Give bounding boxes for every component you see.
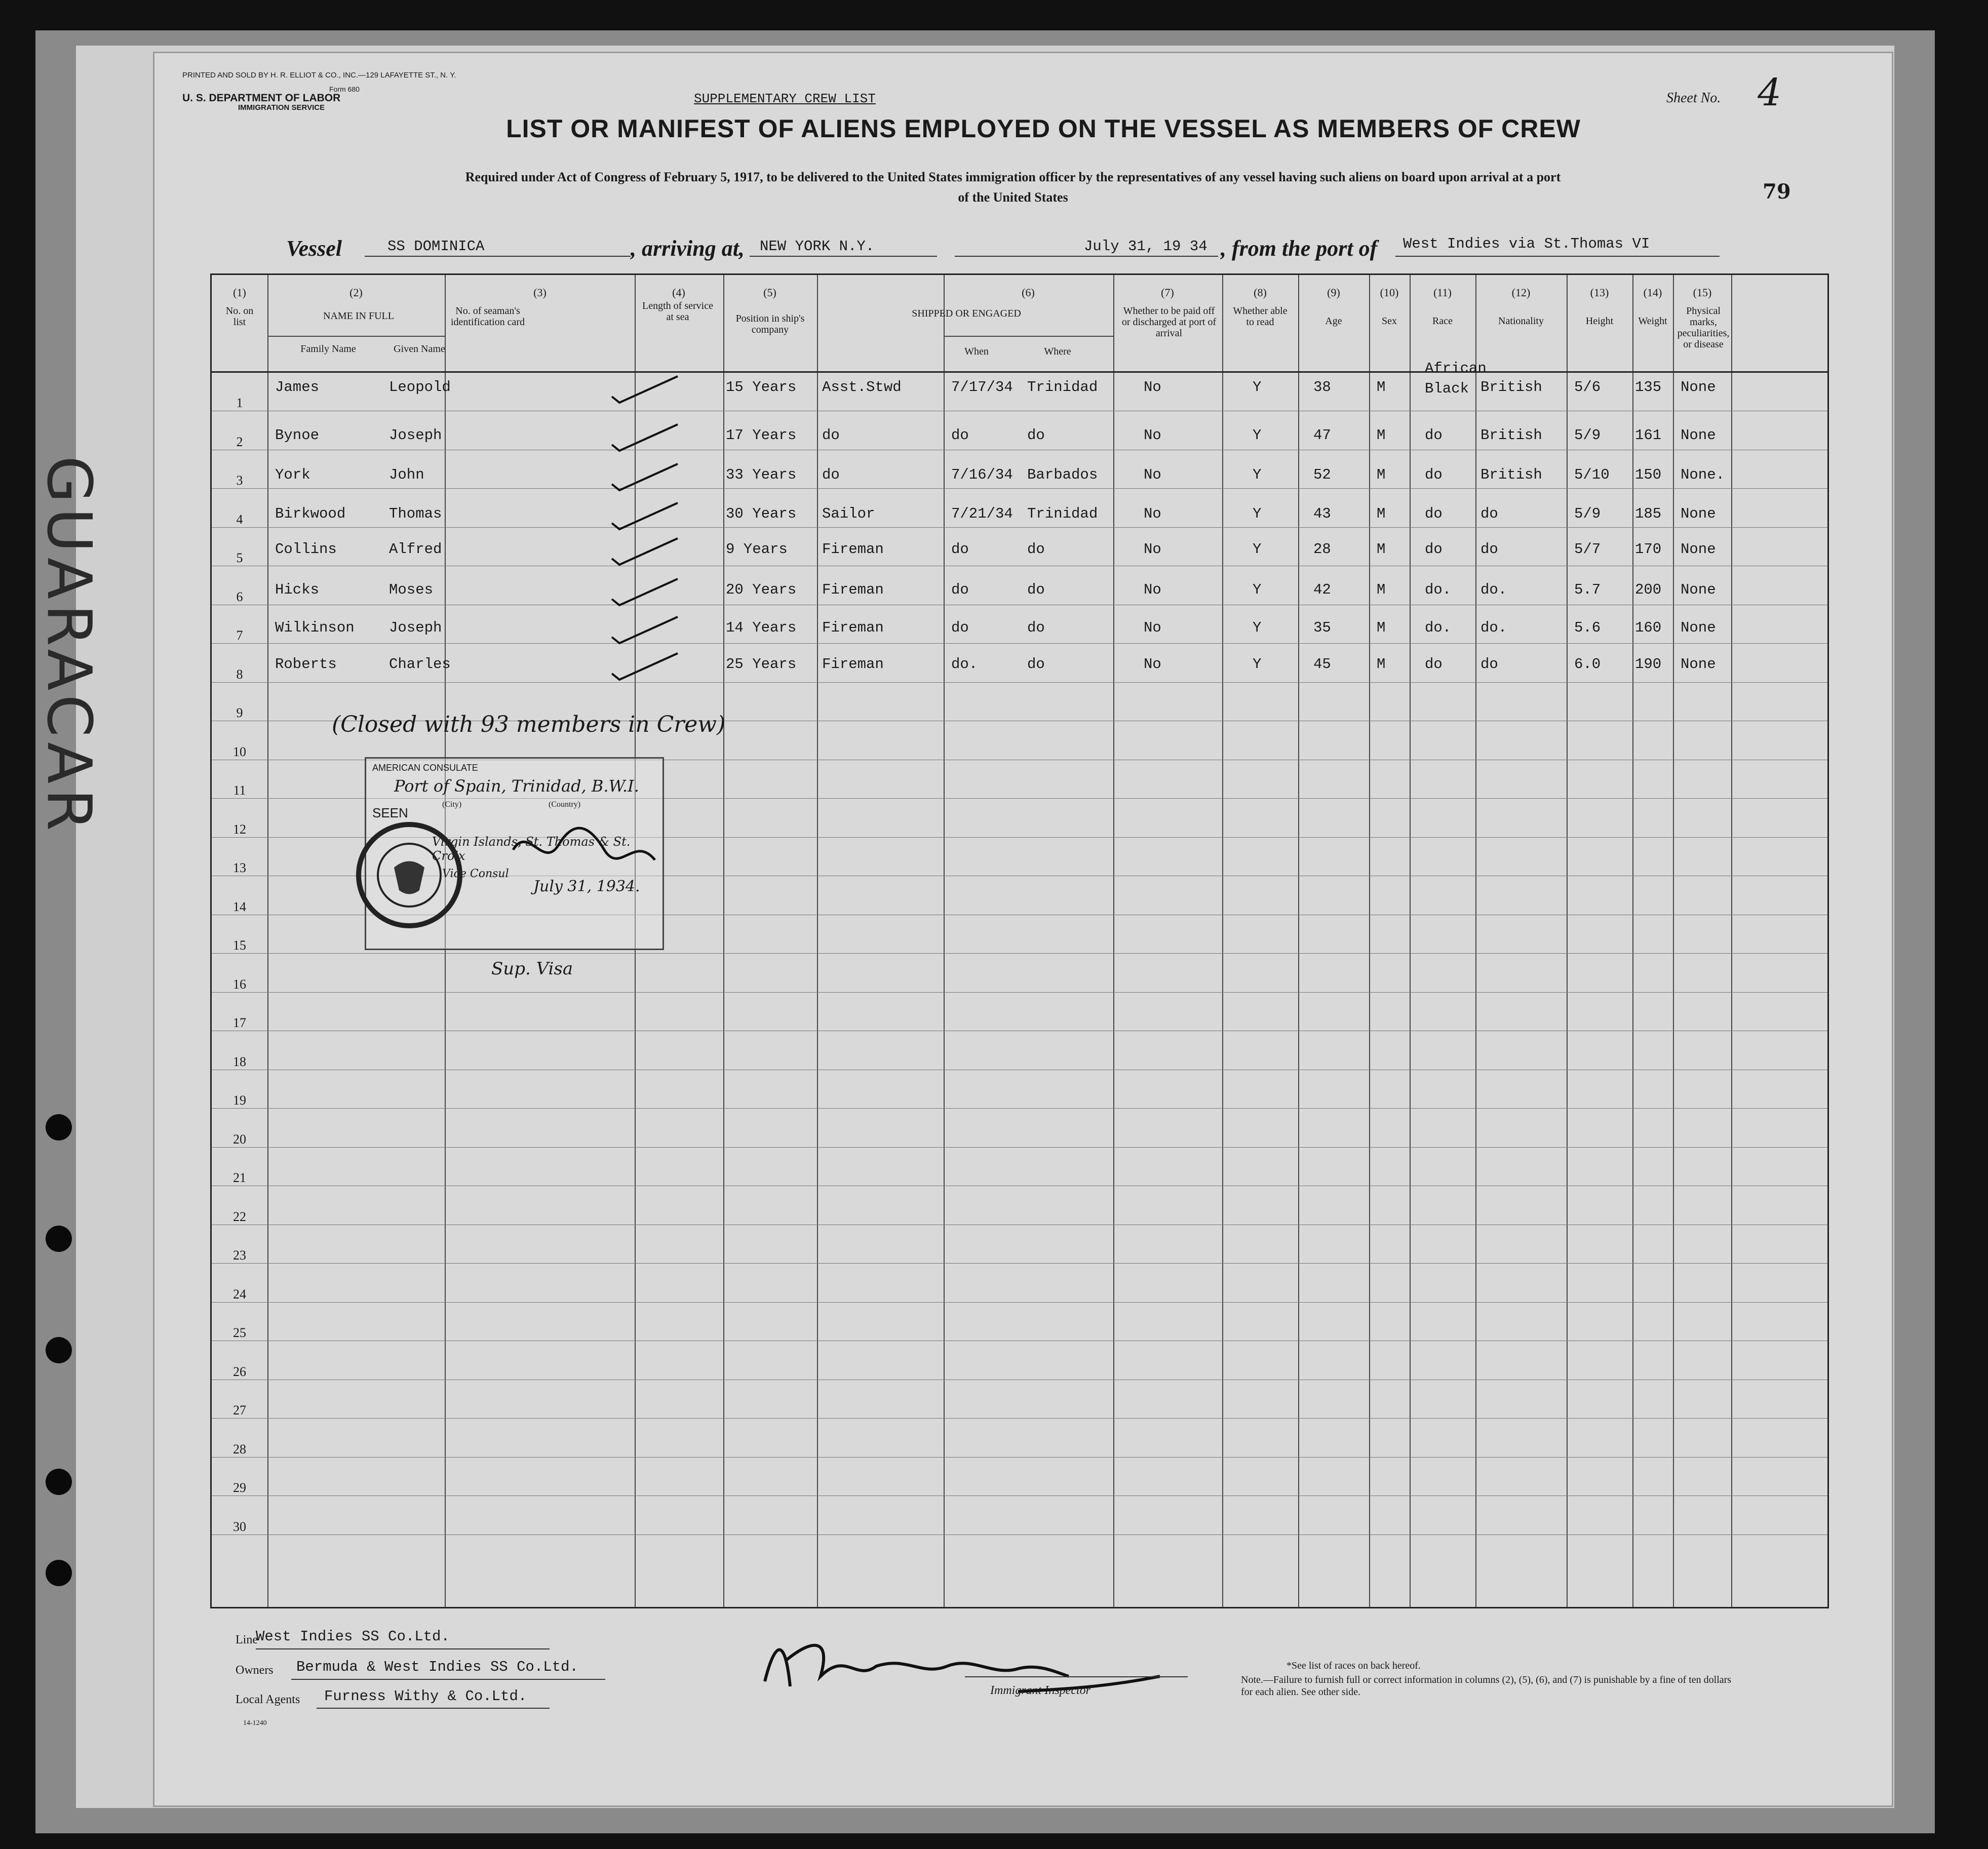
crew-where: do xyxy=(1027,581,1045,598)
crew-height: 5.6 xyxy=(1574,619,1601,636)
crew-height: 5/7 xyxy=(1574,541,1601,558)
column-header: Length of service at sea xyxy=(642,300,713,323)
crew-where: do xyxy=(1027,541,1045,558)
checkmark-icon xyxy=(607,533,683,569)
sup-visa-note: Sup. Visa xyxy=(491,959,573,979)
crew-read: Y xyxy=(1253,505,1262,522)
row-rule xyxy=(212,1457,1827,1458)
crew-family: James xyxy=(275,379,320,396)
row-rule xyxy=(212,1263,1827,1264)
crew-sex: M xyxy=(1377,541,1386,558)
crew-position: Sailor xyxy=(822,505,875,522)
checkmark-icon xyxy=(607,574,683,609)
required-line-1: Required under Act of Congress of February 5, 1917, to be delivered to the United States immigration officer by the representatives of any vessel having such aliens on board upon arrival at a port xyxy=(465,170,1561,184)
crew-nationality: do. xyxy=(1480,581,1507,598)
row-rule xyxy=(212,1108,1827,1109)
column-rule xyxy=(1113,275,1114,1607)
column-rule xyxy=(1731,275,1732,1607)
crew-where: Barbados xyxy=(1027,466,1098,483)
vessel-label: Vessel xyxy=(286,236,342,261)
crew-marks: None xyxy=(1681,656,1716,673)
line-label: Line xyxy=(236,1633,258,1646)
crew-given: Thomas xyxy=(389,505,442,522)
crew-paid_off: No xyxy=(1144,619,1161,636)
checkmark-icon xyxy=(607,419,683,455)
from-line xyxy=(1395,256,1720,257)
column-rule xyxy=(944,275,945,1607)
row-number: 7 xyxy=(236,628,243,643)
crew-read: Y xyxy=(1253,427,1262,444)
column-header: When xyxy=(964,346,989,357)
crew-marks: None xyxy=(1681,379,1716,396)
row-number: 20 xyxy=(233,1131,246,1147)
crew-when: do xyxy=(951,619,969,636)
row-number: 9 xyxy=(236,705,243,720)
crew-service: 30 Years xyxy=(726,505,797,522)
checkmark-icon xyxy=(607,612,683,647)
column-header: Family Name xyxy=(300,343,356,355)
corner-number: 79 xyxy=(1763,180,1791,204)
agents-underline xyxy=(317,1708,550,1709)
row-number: 6 xyxy=(236,589,243,604)
column-header: Nationality xyxy=(1498,316,1544,327)
crew-when: 7/21/34 xyxy=(951,505,1013,522)
crew-sex: M xyxy=(1377,505,1386,522)
checkmark-icon xyxy=(607,459,683,494)
stamp-role: Vice Consul xyxy=(442,868,509,880)
column-rule xyxy=(1673,275,1674,1607)
crew-height: 5/6 xyxy=(1574,379,1601,396)
owners-label: Owners xyxy=(236,1664,274,1677)
crew-sex: M xyxy=(1377,466,1386,483)
column-rule xyxy=(1567,275,1568,1607)
column-rule xyxy=(1222,275,1223,1607)
binder-hole xyxy=(46,1469,72,1495)
crew-read: Y xyxy=(1253,619,1262,636)
crew-height: 5/10 xyxy=(1574,466,1610,483)
column-header: Whether able to read xyxy=(1233,305,1288,328)
crew-paid_off: No xyxy=(1144,427,1161,444)
header-rule xyxy=(212,371,1827,373)
column-rule xyxy=(1410,275,1411,1607)
column-number: (14) xyxy=(1643,286,1662,299)
column-number: (7) xyxy=(1161,286,1174,299)
column-number: (12) xyxy=(1511,286,1531,299)
crew-nationality: do xyxy=(1480,541,1498,558)
crew-sex: M xyxy=(1377,581,1386,598)
row-number: 11 xyxy=(233,783,246,798)
crew-age: 35 xyxy=(1313,619,1331,636)
stamp-islands: Virgin Islands, St. Thomas & St. Croix xyxy=(432,835,631,863)
crew-service: 14 Years xyxy=(726,619,797,636)
crew-position: do xyxy=(822,427,840,444)
header-subrule xyxy=(267,336,445,337)
crew-age: 28 xyxy=(1313,541,1331,558)
crew-where: Trinidad xyxy=(1027,379,1098,396)
column-number: (2) xyxy=(349,286,363,299)
crew-height: 6.0 xyxy=(1574,656,1601,673)
crew-when: do xyxy=(951,427,969,444)
arriving-port: NEW YORK N.Y. xyxy=(760,238,875,255)
row-rule xyxy=(212,1147,1827,1148)
stamp-city-label: (City) xyxy=(442,800,462,809)
row-number: 21 xyxy=(233,1170,246,1185)
row-number: 13 xyxy=(233,860,246,875)
crew-weight: 190 xyxy=(1635,656,1662,673)
crew-nationality: do. xyxy=(1480,619,1507,636)
column-number: (3) xyxy=(533,286,547,299)
crew-when: 7/16/34 xyxy=(951,466,1013,483)
checkmark-icon xyxy=(607,498,683,533)
crew-position: Fireman xyxy=(822,656,884,673)
column-header: Weight xyxy=(1638,316,1667,327)
row-number: 4 xyxy=(236,512,243,527)
crew-paid_off: No xyxy=(1144,505,1161,522)
crew-race: do xyxy=(1425,505,1443,522)
column-number: (6) xyxy=(1022,286,1035,299)
column-number: (9) xyxy=(1327,286,1340,299)
column-header: No. of seaman's identification card xyxy=(450,305,525,328)
crew-family: Wilkinson xyxy=(275,619,355,636)
crew-height: 5/9 xyxy=(1574,427,1601,444)
stamp-country-label: (Country) xyxy=(549,800,581,809)
column-number: (10) xyxy=(1380,286,1399,299)
agents-value: Furness Withy & Co.Ltd. xyxy=(324,1688,527,1705)
crew-where: do xyxy=(1027,427,1045,444)
vessel-name: SS DOMINICA xyxy=(387,238,485,255)
column-header: Whether to be paid off or discharged at port of arrival xyxy=(1121,305,1217,339)
crew-given: John xyxy=(389,466,424,483)
sheet-number: 4 xyxy=(1758,71,1782,114)
row-rule xyxy=(212,992,1827,993)
crew-position: Fireman xyxy=(822,619,884,636)
crew-paid_off: No xyxy=(1144,541,1161,558)
row-rule xyxy=(212,953,1827,954)
crew-given: Joseph xyxy=(389,427,442,444)
column-number: (15) xyxy=(1693,286,1712,299)
column-number: (11) xyxy=(1433,286,1452,299)
column-rule xyxy=(1475,275,1476,1607)
department: U. S. DEPARTMENT OF LABOR xyxy=(182,92,341,104)
crew-service: 17 Years xyxy=(726,427,797,444)
row-number: 16 xyxy=(233,976,246,992)
column-header: SHIPPED OR ENGAGED xyxy=(912,308,1021,319)
stamp-header: AMERICAN CONSULATE xyxy=(372,763,478,773)
printer-line: PRINTED AND SOLD BY H. R. ELLIOT & CO., INC.—129 LAFAYETTE ST., N. Y. xyxy=(182,71,456,80)
crew-marks: None xyxy=(1681,619,1716,636)
crew-paid_off: No xyxy=(1144,581,1161,598)
column-number: (8) xyxy=(1254,286,1267,299)
crew-race: do. xyxy=(1425,619,1452,636)
penalty-note: Note.—Failure to furnish full or correct information in columns (2), (5), (6), and (7) is punishable by a fine of ten dollars for each alien. See other side. xyxy=(1241,1674,1732,1698)
crew-weight: 150 xyxy=(1635,466,1662,483)
column-header: Sex xyxy=(1382,316,1397,327)
closed-note: (Closed with 93 members in Crew) xyxy=(332,712,726,737)
crew-paid_off: No xyxy=(1144,379,1161,396)
date-line xyxy=(955,256,1218,257)
crew-paid_off: No xyxy=(1144,656,1161,673)
crew-service: 15 Years xyxy=(726,379,797,396)
column-rule xyxy=(817,275,818,1607)
crew-nationality: British xyxy=(1480,466,1542,483)
crew-given: Charles xyxy=(389,656,451,673)
crew-position: Fireman xyxy=(822,581,884,598)
crew-read: Y xyxy=(1253,581,1262,598)
column-header: Physical marks, peculiarities, or disease xyxy=(1677,305,1730,350)
column-header: Where xyxy=(1044,346,1071,357)
inspector-line xyxy=(965,1676,1188,1677)
races-note: *See list of races on back hereof. xyxy=(1287,1660,1421,1671)
row-rule xyxy=(212,488,1827,489)
column-header: Given Name xyxy=(394,343,445,355)
crew-weight: 170 xyxy=(1635,541,1662,558)
crew-weight: 135 xyxy=(1635,379,1662,396)
checkmark-icon xyxy=(607,371,683,407)
stamp-seen: SEEN xyxy=(372,805,408,820)
crew-nationality: do xyxy=(1480,656,1498,673)
vessel-line xyxy=(365,256,631,257)
crew-weight: 200 xyxy=(1635,581,1662,598)
crew-read: Y xyxy=(1253,379,1262,396)
crew-read: Y xyxy=(1253,541,1262,558)
from-label: , from the port of xyxy=(1221,236,1378,261)
row-number: 19 xyxy=(233,1093,246,1108)
crew-position: Fireman xyxy=(822,541,884,558)
crew-nationality: British xyxy=(1480,427,1542,444)
row-rule xyxy=(212,527,1827,528)
column-rule xyxy=(1632,275,1633,1607)
crew-position: Asst.Stwd xyxy=(822,379,902,396)
crew-nationality: do xyxy=(1480,505,1498,522)
form-number: Form 680 xyxy=(329,85,360,93)
crew-race: do xyxy=(1425,541,1443,558)
crew-sex: M xyxy=(1377,427,1386,444)
column-number: (4) xyxy=(672,286,685,299)
arriving-line xyxy=(750,256,937,257)
crew-sex: M xyxy=(1377,619,1386,636)
crew-race: do xyxy=(1425,427,1443,444)
crew-family: Roberts xyxy=(275,656,337,673)
stamp-date: July 31, 1934. xyxy=(533,878,640,895)
crew-when: do xyxy=(951,581,969,598)
inspector-label: Immigrant Inspector xyxy=(990,1684,1090,1697)
row-number: 29 xyxy=(233,1480,246,1495)
crew-when: 7/17/34 xyxy=(951,379,1013,396)
crew-position: do xyxy=(822,466,840,483)
crew-given: Leopold xyxy=(389,379,451,396)
row-rule xyxy=(212,1302,1827,1303)
crew-read: Y xyxy=(1253,466,1262,483)
crew-race: do. xyxy=(1425,581,1452,598)
crew-weight: 160 xyxy=(1635,619,1662,636)
crew-height: 5.7 xyxy=(1574,581,1601,598)
crew-where: do xyxy=(1027,619,1045,636)
side-stamp-text: GUARACAR xyxy=(33,456,104,836)
supplementary-label: SUPPLEMENTARY CREW LIST xyxy=(694,91,876,106)
form-code: 14-1240 xyxy=(243,1719,267,1727)
crew-service: 20 Years xyxy=(726,581,797,598)
arrival-date: July 31, 19 34 xyxy=(1084,238,1207,255)
sheet-label: Sheet No. xyxy=(1666,90,1721,106)
binder-hole xyxy=(46,1560,72,1586)
column-rule xyxy=(1298,275,1299,1607)
column-header: NAME IN FULL xyxy=(323,310,394,322)
column-rule xyxy=(723,275,724,1607)
column-header: Age xyxy=(1325,316,1342,327)
crew-age: 38 xyxy=(1313,379,1331,396)
stamp-city: Port of Spain, Trinidad, B.W.I. xyxy=(394,776,639,796)
checkmark-icon xyxy=(607,648,683,684)
binder-hole xyxy=(46,1114,72,1140)
row-number: 8 xyxy=(236,666,243,682)
crew-marks: None xyxy=(1681,427,1716,444)
column-header: Height xyxy=(1585,316,1614,327)
consular-seal-icon xyxy=(351,819,467,931)
crew-where: Trinidad xyxy=(1027,505,1098,522)
column-number: (1) xyxy=(233,286,246,299)
arriving-label: , arriving at, xyxy=(631,236,745,261)
row-number: 17 xyxy=(233,1015,246,1030)
crew-family: York xyxy=(275,466,310,483)
row-number: 14 xyxy=(233,899,246,914)
inspector-signature-icon xyxy=(755,1621,1170,1707)
column-header: Race xyxy=(1432,316,1453,327)
crew-service: 33 Years xyxy=(726,466,797,483)
row-number: 10 xyxy=(233,744,246,759)
row-number: 12 xyxy=(233,821,246,837)
crew-marks: None xyxy=(1681,505,1716,522)
crew-race: African Black xyxy=(1425,360,1487,397)
page-title: LIST OR MANIFEST OF ALIENS EMPLOYED ON THE VESSEL AS MEMBERS OF CREW xyxy=(506,114,1581,143)
column-number: (5) xyxy=(763,286,776,299)
column-header: No. on list xyxy=(225,305,254,328)
crew-height: 5/9 xyxy=(1574,505,1601,522)
crew-when: do xyxy=(951,541,969,558)
crew-age: 45 xyxy=(1313,656,1331,673)
crew-family: Hicks xyxy=(275,581,320,598)
row-number: 5 xyxy=(236,550,243,565)
crew-race: do xyxy=(1425,656,1443,673)
crew-age: 42 xyxy=(1313,581,1331,598)
column-number: (13) xyxy=(1590,286,1609,299)
binder-hole xyxy=(46,1337,72,1363)
row-number: 1 xyxy=(236,396,243,410)
crew-marks: None xyxy=(1681,541,1716,558)
crew-service: 9 Years xyxy=(726,541,788,558)
line-value: West Indies SS Co.Ltd. xyxy=(256,1628,450,1645)
row-number: 27 xyxy=(233,1403,246,1418)
crew-service: 25 Years xyxy=(726,656,797,673)
row-number: 2 xyxy=(236,434,243,449)
crew-nationality: British xyxy=(1480,379,1542,396)
crew-read: Y xyxy=(1253,656,1262,673)
row-number: 26 xyxy=(233,1364,246,1379)
row-number: 24 xyxy=(233,1286,246,1302)
row-number: 25 xyxy=(233,1325,246,1340)
crew-age: 47 xyxy=(1313,427,1331,444)
column-rule xyxy=(267,275,268,1607)
required-line-2: of the United States xyxy=(958,190,1068,205)
row-number: 23 xyxy=(233,1248,246,1263)
crew-family: Bynoe xyxy=(275,427,320,444)
crew-family: Collins xyxy=(275,541,337,558)
owners-underline xyxy=(291,1679,605,1680)
binder-hole xyxy=(46,1226,72,1252)
crew-race: do xyxy=(1425,466,1443,483)
row-number: 28 xyxy=(233,1441,246,1457)
header-subrule xyxy=(944,336,1113,337)
from-port: West Indies via St.Thomas VI xyxy=(1403,235,1650,252)
crew-sex: M xyxy=(1377,656,1386,673)
row-number: 18 xyxy=(233,1054,246,1069)
crew-given: Joseph xyxy=(389,619,442,636)
crew-weight: 185 xyxy=(1635,505,1662,522)
crew-marks: None. xyxy=(1681,466,1725,483)
crew-given: Alfred xyxy=(389,541,442,558)
crew-marks: None xyxy=(1681,581,1716,598)
required-notice xyxy=(284,167,1742,208)
owners-value: Bermuda & West Indies SS Co.Ltd. xyxy=(296,1659,578,1675)
row-rule xyxy=(212,643,1827,644)
immigration-service: IMMIGRATION SERVICE xyxy=(238,103,325,112)
row-number: 15 xyxy=(233,938,246,953)
crew-age: 43 xyxy=(1313,505,1331,522)
column-header: Position in ship's company xyxy=(735,313,805,335)
agents-label: Local Agents xyxy=(236,1693,300,1706)
crew-weight: 161 xyxy=(1635,427,1662,444)
consulate-stamp xyxy=(365,757,664,950)
line-underline xyxy=(256,1648,550,1649)
crew-family: Birkwood xyxy=(275,505,346,522)
column-rule xyxy=(1369,275,1370,1607)
crew-age: 52 xyxy=(1313,466,1331,483)
row-number: 30 xyxy=(233,1519,246,1534)
crew-paid_off: No xyxy=(1144,466,1161,483)
crew-where: do xyxy=(1027,656,1045,673)
row-rule xyxy=(212,1418,1827,1419)
row-number: 3 xyxy=(236,473,243,488)
crew-when: do. xyxy=(951,656,978,673)
crew-given: Moses xyxy=(389,581,434,598)
row-rule xyxy=(212,682,1827,683)
crew-sex: M xyxy=(1377,379,1386,396)
consul-signature-icon xyxy=(508,804,660,885)
row-number: 22 xyxy=(233,1209,246,1224)
